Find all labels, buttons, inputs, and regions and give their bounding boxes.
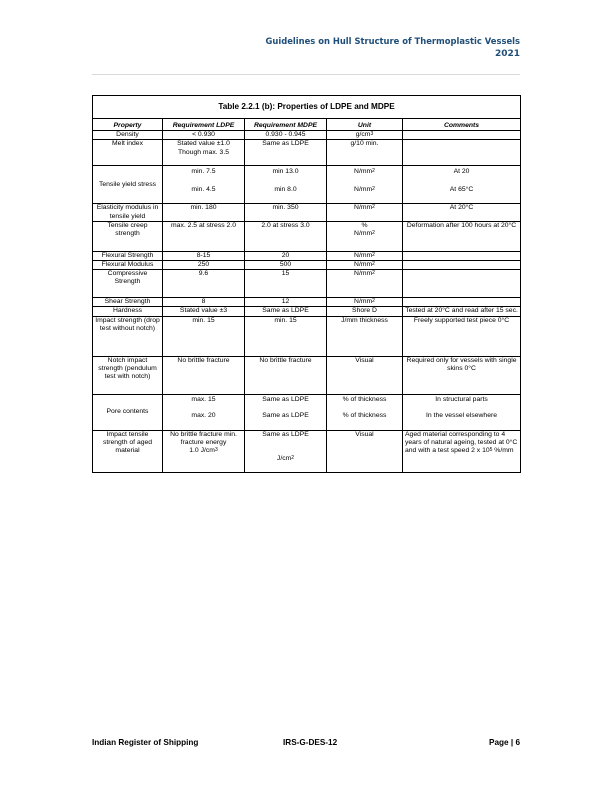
- document-header-year: 2021: [494, 49, 520, 59]
- ldpe-cell: min. 7.5 min. 4.5: [163, 166, 245, 204]
- ldpe-cell: Stated value ±3: [163, 307, 245, 316]
- property-cell: Elasticity modulus in tensile yield: [93, 204, 163, 221]
- column-header: Property: [93, 119, 163, 131]
- footer-page-number: Page | 6: [489, 738, 520, 747]
- document-header-title: Guidelines on Hull Structure of Thermoplastic Vessels: [265, 36, 520, 46]
- comments-cell: [403, 251, 521, 260]
- property-cell: Flexural Modulus: [93, 261, 163, 270]
- ldpe-cell: 250: [163, 261, 245, 270]
- property-cell: Pore contents: [93, 394, 163, 430]
- table-row: [93, 430, 521, 472]
- table-row: [93, 307, 521, 316]
- property-cell: Melt index: [93, 140, 163, 166]
- table-row: [93, 356, 521, 394]
- ldpe-cell: max. 2.5 at stress 2.0: [163, 221, 245, 251]
- footer-document-code: IRS-G-DES-12: [283, 738, 338, 747]
- table-row: [93, 140, 521, 166]
- mdpe-cell: 2.0 at stress 3.0: [245, 221, 327, 251]
- property-cell: Impact tensile strength of aged material: [93, 430, 163, 472]
- table-row: [93, 166, 521, 204]
- ldpe-cell: 8-15: [163, 251, 245, 260]
- ldpe-cell: max. 15 max. 20: [163, 394, 245, 430]
- property-cell: Notch impact strength (pendulum test with notch): [93, 356, 163, 394]
- unit-cell: $N/mm^2$: [327, 251, 403, 260]
- unit-cell: $N/mm^2$: [327, 204, 403, 221]
- mdpe-cell: 15: [245, 270, 327, 298]
- table-row: [93, 251, 521, 260]
- property-cell: Tensile yield stress: [93, 166, 163, 204]
- ldpe-cell: No brittle fracture: [163, 356, 245, 394]
- table-header-row: [93, 119, 521, 131]
- table-row: [93, 270, 521, 298]
- ldpe-cell: < 0.930: [163, 131, 245, 140]
- table-row: [93, 316, 521, 356]
- ldpe-cell: 9.6: [163, 270, 245, 298]
- property-cell: Tensile creep strength: [93, 221, 163, 251]
- mdpe-cell: 0.930 - 0.945: [245, 131, 327, 140]
- property-cell: Shear Strength: [93, 298, 163, 307]
- comments-cell: [403, 298, 521, 307]
- unit-cell: $N/mm^2$ $N/mm^2$: [327, 166, 403, 204]
- mdpe-cell: Same as LDPE: [245, 307, 327, 316]
- unit-cell: J/mm thickness: [327, 316, 403, 356]
- property-cell: Impact strength (drop test without notch): [93, 316, 163, 356]
- mdpe-cell: No brittle fracture: [245, 356, 327, 394]
- mdpe-cell: Same as LDPE: [245, 140, 327, 166]
- unit-cell: Shore D: [327, 307, 403, 316]
- mdpe-cell: Same as LDPE $J/cm^2$: [245, 430, 327, 472]
- mdpe-cell: 500: [245, 261, 327, 270]
- footer-organization: Indian Register of Shipping: [92, 738, 199, 747]
- ldpe-cell: 8: [163, 298, 245, 307]
- header-divider: [92, 74, 520, 75]
- table-caption: Table 2.2.1 (b): Properties of LDPE and MDPE: [93, 96, 521, 119]
- unit-cell: % of thickness % of thickness: [327, 394, 403, 430]
- property-cell: Density: [93, 131, 163, 140]
- comments-cell: Freely supported test piece 0°C: [403, 316, 521, 356]
- comments-cell: [403, 270, 521, 298]
- column-header: Unit: [327, 119, 403, 131]
- mdpe-cell: min 13.0 min 8.0: [245, 166, 327, 204]
- table-row: [93, 394, 521, 430]
- comments-cell: At 20 At 65°C: [403, 166, 521, 204]
- unit-cell: Visual: [327, 430, 403, 472]
- column-header: Requirement MDPE: [245, 119, 327, 131]
- properties-table: [92, 95, 521, 473]
- property-cell: Compressive Strength: [93, 270, 163, 298]
- ldpe-cell: min. 180: [163, 204, 245, 221]
- ldpe-cell: Stated value ±1.0 Though max. 3.5: [163, 140, 245, 166]
- comments-cell: [403, 131, 521, 140]
- property-cell: Flexural Strength: [93, 251, 163, 260]
- mdpe-cell: min. 350: [245, 204, 327, 221]
- unit-cell: $N/mm^2$: [327, 261, 403, 270]
- table-row: [93, 221, 521, 251]
- ldpe-cell: min. 15: [163, 316, 245, 356]
- table-row: [93, 298, 521, 307]
- ldpe-cell: No brittle fracture min. fracture energy 1.0 $J/cm^3$: [163, 430, 245, 472]
- comments-cell: Aged material corresponding to 4 years of natural ageing, tested at 0°C and with a test speed 2 x $10^5$ %/mm: [403, 430, 521, 472]
- unit-cell: % $N/mm^2$: [327, 221, 403, 251]
- mdpe-cell: 20: [245, 251, 327, 260]
- comments-cell: Tested at 20°C and read after 15 sec.: [403, 307, 521, 316]
- column-header: Comments: [403, 119, 521, 131]
- unit-cell: $g/cm^3$: [327, 131, 403, 140]
- comments-cell: [403, 261, 521, 270]
- unit-cell: Visual: [327, 356, 403, 394]
- mdpe-cell: min. 15: [245, 316, 327, 356]
- comments-cell: Deformation after 100 hours at 20°C: [403, 221, 521, 251]
- mdpe-cell: 12: [245, 298, 327, 307]
- comments-cell: Required only for vessels with single skins 0°C: [403, 356, 521, 394]
- table-row: [93, 261, 521, 270]
- comments-cell: At 20°C: [403, 204, 521, 221]
- comments-cell: [403, 140, 521, 166]
- property-cell: Hardness: [93, 307, 163, 316]
- unit-cell: g/10 min.: [327, 140, 403, 166]
- unit-cell: $N/mm^2$: [327, 298, 403, 307]
- table-row: [93, 204, 521, 221]
- comments-cell: In structural parts In the vessel elsewhere: [403, 394, 521, 430]
- table-row: [93, 131, 521, 140]
- unit-cell: $N/mm^2$: [327, 270, 403, 298]
- column-header: Requirement LDPE: [163, 119, 245, 131]
- mdpe-cell: Same as LDPE Same as LDPE: [245, 394, 327, 430]
